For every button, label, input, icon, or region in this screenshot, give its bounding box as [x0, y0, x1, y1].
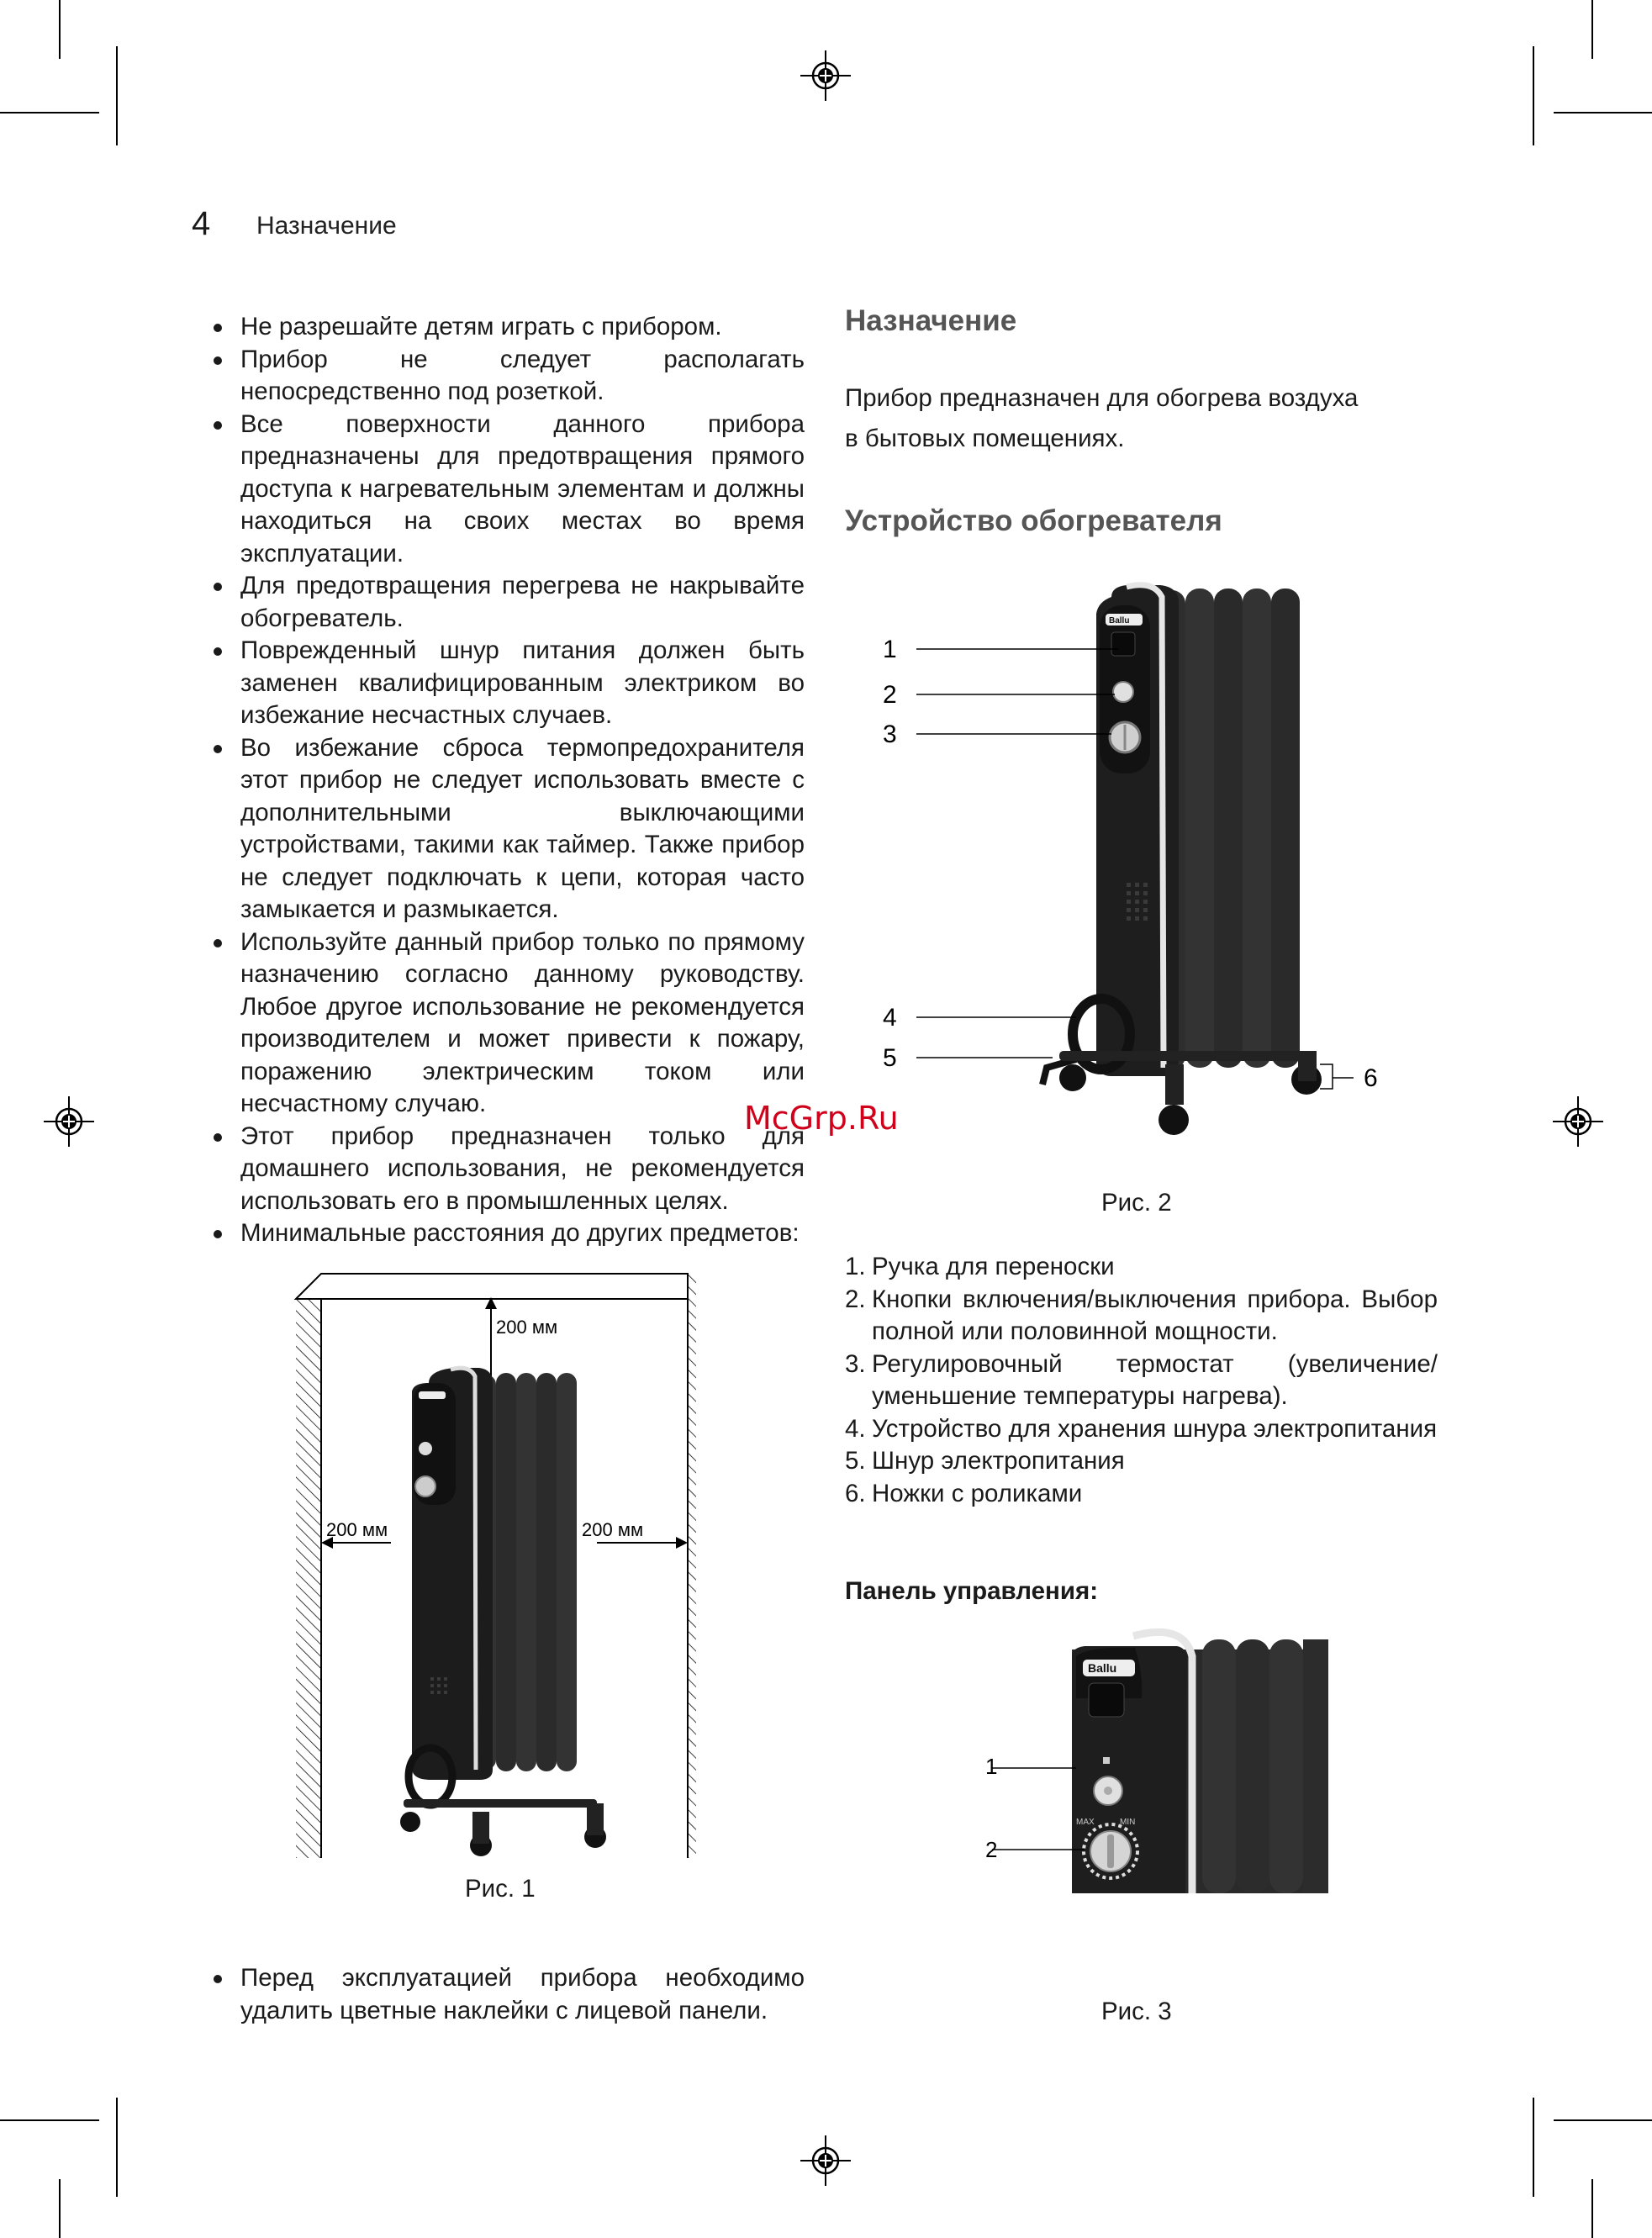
ceiling	[296, 1274, 688, 1299]
wall-left	[296, 1299, 321, 1858]
registration-mark-icon	[1551, 1095, 1605, 1148]
list-text: Ручка для переноски	[872, 1253, 1115, 1280]
crop-mark	[0, 112, 99, 113]
list-item: Все поверхности данного прибора предназначены для предотвращения прямого доступа к нагревательным элементам и должны находиться на своих местах во время эксплуатации.	[212, 409, 805, 571]
crop-mark	[1554, 112, 1652, 113]
list-item: Поврежденный шнур питания должен быть заменен квалифицированным электриком во избежание несчастных случаев.	[212, 635, 805, 732]
safety-bullet-list	[212, 311, 805, 1250]
control-panel-title: Панель управления:	[845, 1577, 1099, 1605]
section-title-device: Устройство обогревателя	[845, 504, 1222, 537]
list-item	[845, 1349, 1438, 1413]
callout-number: 1	[985, 1754, 998, 1779]
bottom-bullet-list	[212, 1962, 805, 2027]
dimension-label-left: 200 мм	[326, 1519, 388, 1540]
dimension-label-top: 200 мм	[496, 1317, 558, 1338]
list-number: 2.	[845, 1285, 866, 1313]
page-number: 4	[192, 205, 211, 242]
list-text: Ножки с роликами	[872, 1479, 1083, 1507]
list-item	[845, 1445, 1438, 1478]
heater-illustration	[1042, 585, 1322, 1135]
crop-mark	[59, 2179, 61, 2238]
crop-mark	[1591, 0, 1593, 59]
callout-number: 2	[883, 681, 897, 709]
list-number: 3.	[845, 1349, 866, 1378]
brand-logo: Ballu	[1088, 1661, 1117, 1675]
control-panel-illustration	[1072, 1632, 1328, 1893]
callout-number: 1	[883, 636, 897, 663]
callout-number: 2	[985, 1837, 998, 1862]
heater-parts-diagram	[874, 580, 1429, 1152]
list-item: Этот прибор предназначен только для домашнего использования, не рекомендуется использовать его в промышленных целях.	[212, 1121, 805, 1218]
list-item: Не разрешайте детям играть с прибором.	[212, 311, 805, 344]
crop-mark	[59, 0, 61, 59]
figure-caption: Рис. 1	[465, 1875, 536, 1903]
purpose-text	[845, 378, 1433, 459]
list-number: 4.	[845, 1414, 866, 1443]
callout-number: 4	[883, 1004, 897, 1032]
crop-mark	[116, 2098, 118, 2197]
watermark: McGrp.Ru	[744, 1100, 899, 1137]
list-item: Прибор не следует располагать непосредственно под розеткой.	[212, 344, 805, 409]
crop-mark	[1554, 2119, 1652, 2121]
crop-mark	[1533, 46, 1534, 145]
control-panel-diagram	[985, 1623, 1328, 1959]
list-item	[845, 1284, 1438, 1349]
list-number: 5.	[845, 1447, 866, 1475]
crop-mark	[1533, 2098, 1534, 2197]
list-item	[845, 1478, 1438, 1511]
dimension-label-right: 200 мм	[582, 1519, 644, 1540]
registration-mark-icon	[799, 49, 852, 103]
wall-right	[688, 1299, 696, 1858]
section-title-purpose: Назначение	[845, 304, 1017, 337]
callout-number: 5	[883, 1044, 897, 1072]
figure-caption: Рис. 3	[1101, 1998, 1172, 2025]
list-item	[845, 1413, 1438, 1446]
list-item	[845, 1251, 1438, 1284]
crop-mark	[0, 2119, 99, 2121]
dial-min-label: MIN	[1120, 1818, 1136, 1827]
crop-mark	[116, 46, 118, 145]
list-item: Во избежание сброса термопредохранителя этот прибор не следует использовать вместе с дополнительными выключающими устройствами, такими как таймер. Также прибор не следует подключать к цепи, которая часто замыкается и размыкается.	[212, 732, 805, 926]
list-text: Регулировочный термостат (увеличение/ уменьшение температуры нагрева).	[872, 1349, 1438, 1410]
running-header-title: Назначение	[256, 212, 397, 240]
list-item: Для предотвращения перегрева не накрывайте обогреватель.	[212, 570, 805, 635]
registration-mark-icon	[42, 1095, 96, 1148]
list-text: Устройство для хранения шнура электропитания	[872, 1414, 1438, 1443]
brand-logo: Ballu	[1109, 616, 1130, 625]
dial-max-label: MAX	[1076, 1818, 1095, 1827]
list-number: 1.	[845, 1253, 866, 1280]
list-item: Перед эксплуатацией прибора необходимо удалить цветные наклейки с лицевой панели.	[212, 1962, 805, 2027]
list-text: Кнопки включения/выключения прибора. Выбор полной или половинной мощности.	[872, 1285, 1438, 1345]
crop-mark	[1591, 2179, 1593, 2238]
registration-mark-icon	[799, 2134, 852, 2188]
figure-caption: Рис. 2	[1101, 1189, 1172, 1217]
parts-list	[845, 1251, 1438, 1510]
list-number: 6.	[845, 1479, 866, 1507]
list-item: Минимальные расстояния до других предметов:	[212, 1217, 805, 1250]
list-item: Используйте данный прибор только по прямому назначению согласно данному руководству. Любое другое использование не рекомендуется производителем и может привести к пожару, поражению электрическим током или несчастному случаю.	[212, 926, 805, 1121]
callout-number: 6	[1364, 1064, 1378, 1092]
list-text: Шнур электропитания	[872, 1447, 1125, 1475]
heater-illustration	[400, 1368, 606, 1856]
callout-number: 3	[883, 720, 897, 748]
clearance-diagram	[286, 1265, 706, 1871]
purpose-text-line: Прибор предназначен для обогрева воздуха	[845, 384, 1359, 412]
purpose-text-line: в бытовых помещениях.	[845, 425, 1125, 452]
